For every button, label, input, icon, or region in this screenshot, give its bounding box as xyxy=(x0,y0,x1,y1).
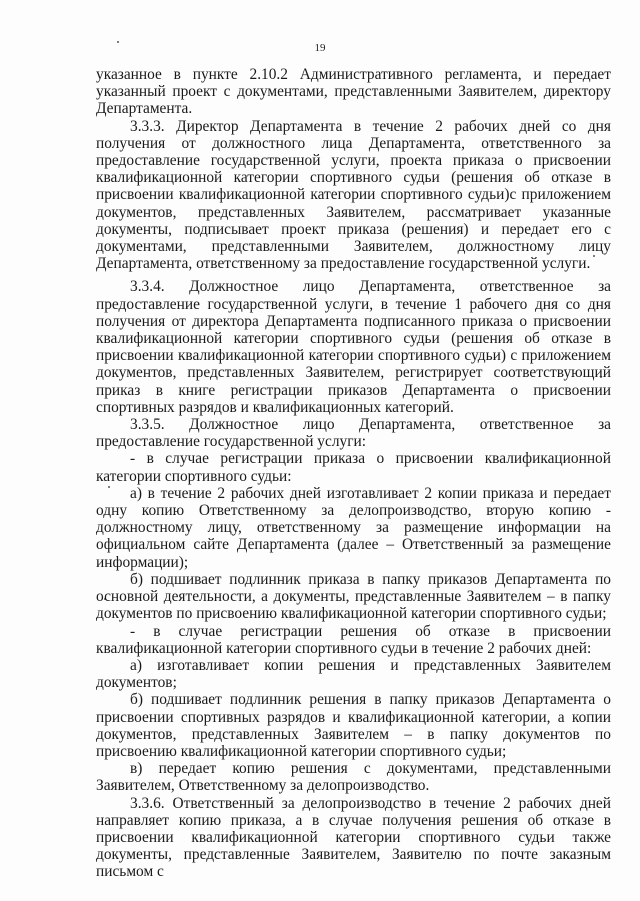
document-body xyxy=(96,66,611,881)
list-item-refusal-c: в) передает копию решения с документами, представленными Заявителем, Ответственному за делопроизводство. xyxy=(96,760,611,795)
page-number: 19 xyxy=(314,42,326,54)
paragraph-3-3-5: 3.3.5. Должностное лицо Департамента, ответственное за предоставление государственной услуги: xyxy=(96,416,611,451)
paragraph-3-3-6: 3.3.6. Ответственный за делопроизводство в течение 2 рабочих дней направляет копию приказа, а в случае получения решения об отказе в присвоении квалификационной категории спортивного судьи также документы, представленные Заявителем, Заявителю по почте заказным письмом с xyxy=(96,794,611,881)
paragraph-3-3-3: 3.3.3. Директор Департамента в течение 2 рабочих дней со дня получения от должностного лица Департамента, ответственного за предоставление государственной услуги, проекта приказа о присвоении квалификационной категории спортивного судьи (решения об отказе в присвоении квалификационной категории спортивного судьи)с приложением документов, представленных Заявителем, рассматривает указанные документы, подписывает проект приказа (решения) и передает его с документами, представленными Заявителем, должностному лицу Департамента, ответственному за предоставление государственной услуги. xyxy=(96,117,611,273)
paragraph-continuation: указанное в пункте 2.10.2 Административного регламента, и передает указанный проект с документами, представленными Заявителем, директору Департамента. xyxy=(96,66,611,118)
list-item-refusal-case: - в случае регистрации решения об отказе в присвоении квалификационной категории спортивного судьи в течение 2 рабочих дней: xyxy=(96,622,611,657)
list-item-approval-b: б) подшивает подлинник приказа в папку приказов Департамента по основной деятельности, а документы, представленные Заявителем – в папку документов по присвоению квалификационной категории спортивного судьи; xyxy=(96,570,611,623)
scan-speck xyxy=(117,41,119,43)
list-item-refusal-a: а) изготавливает копии решения и представленных Заявителем документов; xyxy=(96,656,611,692)
list-item-refusal-b: б) подшивает подлинник решения в папку приказов Департамента о присвоении спортивных разрядов и квалификационной категории, а копии документов, представленных Заявителем – в папку документов по присвоению квалификационной категории спортивного судьи; xyxy=(96,691,611,760)
paragraph-3-3-4: 3.3.4. Должностное лицо Департамента, ответственное за предоставление государственной услуги, в течение 1 рабочего дня со дня получения от директора Департамента подписанного приказа о присвоении квалификационной категории спортивного судьи (решения об отказе в присвоении квалификационной категории спортивного судьи) с приложением документов, представленных Заявителем, регистрирует соответствующий приказ в книге регистрации приказов Департамента о присвоении спортивных разрядов и квалификационных категорий. xyxy=(96,278,611,416)
list-item-approval-a: а) в течение 2 рабочих дней изготавливает 2 копии приказа и передает одну копию Ответственному за делопроизводство, вторую копию - должностному лицу, ответственному за размещение информации на официальном сайте Департамента (далее – Ответственный за размещение информации); xyxy=(96,484,611,571)
list-item-approval-case: - в случае регистрации приказа о присвоении квалификационной категории спортивного судьи: xyxy=(96,450,611,485)
